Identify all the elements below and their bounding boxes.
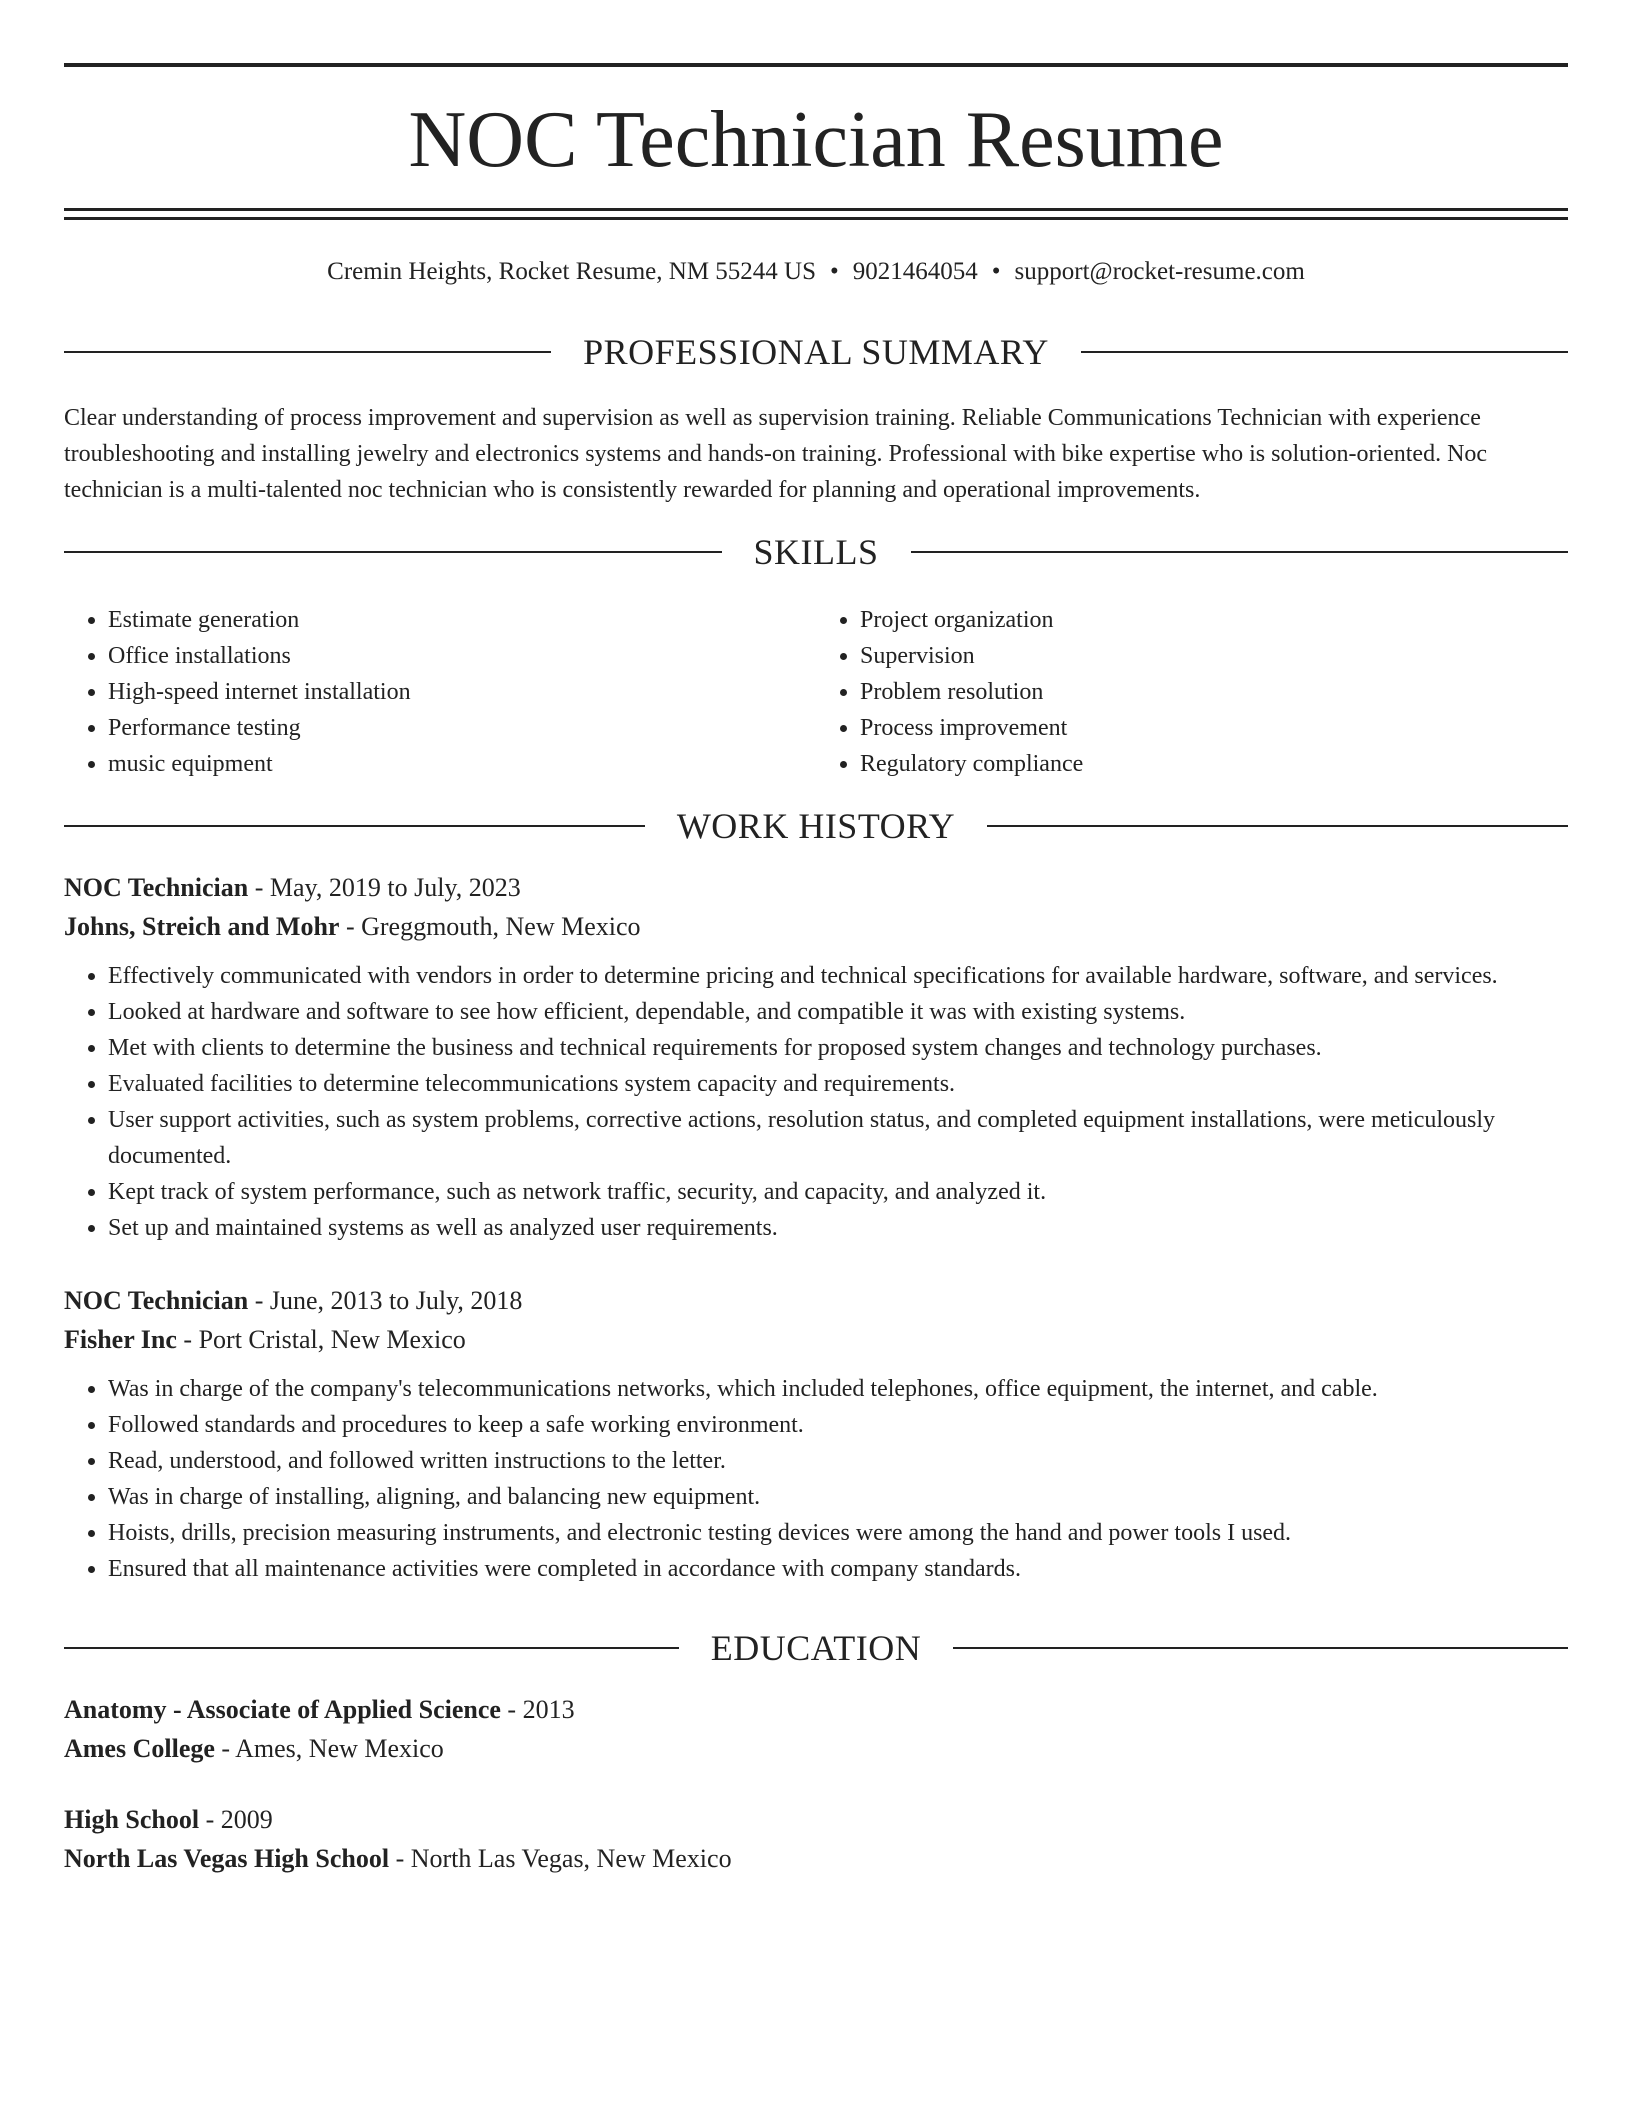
education-school-line [64,1729,1568,1768]
job-bullet: • Met with clients to determine the business and technical requirements for proposed system changes and technology purchases. [108,1030,1568,1066]
job-company-line [64,1320,1568,1359]
contact-line [64,254,1568,290]
education-school: Ames College [64,1734,215,1763]
resume-title: NOC Technician Resume [408,96,1224,184]
skill-item: • Project organization [860,602,1568,638]
section-title: PROFESSIONAL SUMMARY [583,332,1049,372]
skill-item: • Regulatory compliance [860,746,1568,782]
section-heading-summary [64,330,1568,374]
section-heading-education [64,1626,1568,1670]
education-degree: High School [64,1805,200,1834]
job-company: Johns, Streich and Mohr [64,912,340,941]
job-bullet: • Set up and maintained systems as well as analyzed user requirements. [108,1210,1568,1246]
job-title: NOC Technician [64,1286,249,1315]
job-bullets [64,1371,1568,1587]
skills-column-right [816,602,1568,782]
contact-separator: • [991,258,1001,285]
education-degree-line [64,1690,1568,1729]
education-year: - 2013 [500,1695,575,1724]
heading-rule [64,551,722,553]
job-bullet: • Followed standards and procedures to keep a safe working environment. [108,1407,1568,1443]
education-school-line [64,1839,1568,1878]
education-degree-line [64,1800,1568,1839]
job-bullet: • Effectively communicated with vendors in order to determine pricing and technical specifications for available hardware, software, and services. [108,958,1568,994]
job-bullet: • Looked at hardware and software to see how efficient, dependable, and compatible it was with existing systems. [108,994,1568,1030]
contact-separator: • [830,258,839,285]
job-entry [64,1281,1568,1587]
skill-item: • Estimate generation [108,602,816,638]
contact-phone: 9021464054 [852,258,978,285]
heading-rule [987,825,1568,827]
contact-address: Cremin Heights, Rocket Resume, NM 55244 US [327,258,817,285]
job-bullets [64,958,1568,1246]
job-dates: - June, 2013 to July, 2018 [248,1286,523,1315]
job-bullet: • Was in charge of the company's telecommunications networks, which included telephones, office equipment, the internet, and cable. [108,1371,1568,1407]
job-title-line [64,1281,1568,1320]
heading-rule [953,1647,1568,1649]
job-title-line [64,868,1568,907]
job-location: - Port Cristal, New Mexico [176,1325,466,1354]
section-heading-work [64,804,1568,848]
skills-column-left [64,602,816,782]
job-bullet: • Hoists, drills, precision measuring instruments, and electronic testing devices were among the hand and power tools I used. [108,1515,1568,1551]
heading-rule [64,825,645,827]
job-bullet: • Ensured that all maintenance activities were completed in accordance with company standards. [108,1551,1568,1587]
education-location: - Ames, New Mexico [214,1734,444,1763]
skill-item: • Process improvement [860,710,1568,746]
job-bullet: • User support activities, such as system problems, corrective actions, resolution status, and completed equipment installations, were meticulously documented. [108,1102,1568,1174]
title-double-rule [64,208,1568,220]
job-bullet: • Evaluated facilities to determine telecommunications system capacity and requirements. [108,1066,1568,1102]
job-bullet: • Kept track of system performance, such as network traffic, security, and capacity, and analyzed it. [108,1174,1568,1210]
skill-item: • music equipment [108,746,816,782]
education-school: North Las Vegas High School [64,1844,390,1873]
education-degree: Anatomy - Associate of Applied Science [64,1695,501,1724]
heading-rule [64,351,551,353]
job-entry [64,868,1568,1246]
skill-item: • High-speed internet installation [108,674,816,710]
job-bullet: • Read, understood, and followed written instructions to the letter. [108,1443,1568,1479]
education-year: - 2009 [199,1805,273,1834]
contact-email: support@rocket-resume.com [1014,258,1305,285]
skill-item: • Supervision [860,638,1568,674]
summary-text: Clear understanding of process improvement and supervision as well as supervision training. Reliable Communications Technician with experience troubleshooting and installing jewelry and electronics systems and hands-on training. Professional with bike expertise who is solution-oriented. Noc technician is a multi-talented noc technician who is consistently rewarded for planning and operational improvements. [64,405,1488,503]
section-title: EDUCATION [710,1628,922,1668]
heading-rule [1081,351,1568,353]
skill-item: • Problem resolution [860,674,1568,710]
job-dates: - May, 2019 to July, 2023 [248,873,521,902]
job-bullet: • Was in charge of installing, aligning, and balancing new equipment. [108,1479,1568,1515]
section-title: SKILLS [753,532,879,572]
heading-rule [911,551,1569,553]
job-company-line [64,907,1568,946]
skills-list [64,602,1568,782]
heading-rule [64,1647,679,1649]
education-entry [64,1800,1568,1878]
job-location: - Greggmouth, New Mexico [339,912,641,941]
top-rule [64,63,1568,67]
skill-item: • Performance testing [108,710,816,746]
education-entry [64,1690,1568,1768]
job-company: Fisher Inc [64,1325,177,1354]
job-title: NOC Technician [64,873,249,902]
skill-item: • Office installations [108,638,816,674]
section-heading-skills [64,530,1568,574]
section-title: WORK HISTORY [676,806,956,846]
education-location: - North Las Vegas, New Mexico [389,1844,732,1873]
